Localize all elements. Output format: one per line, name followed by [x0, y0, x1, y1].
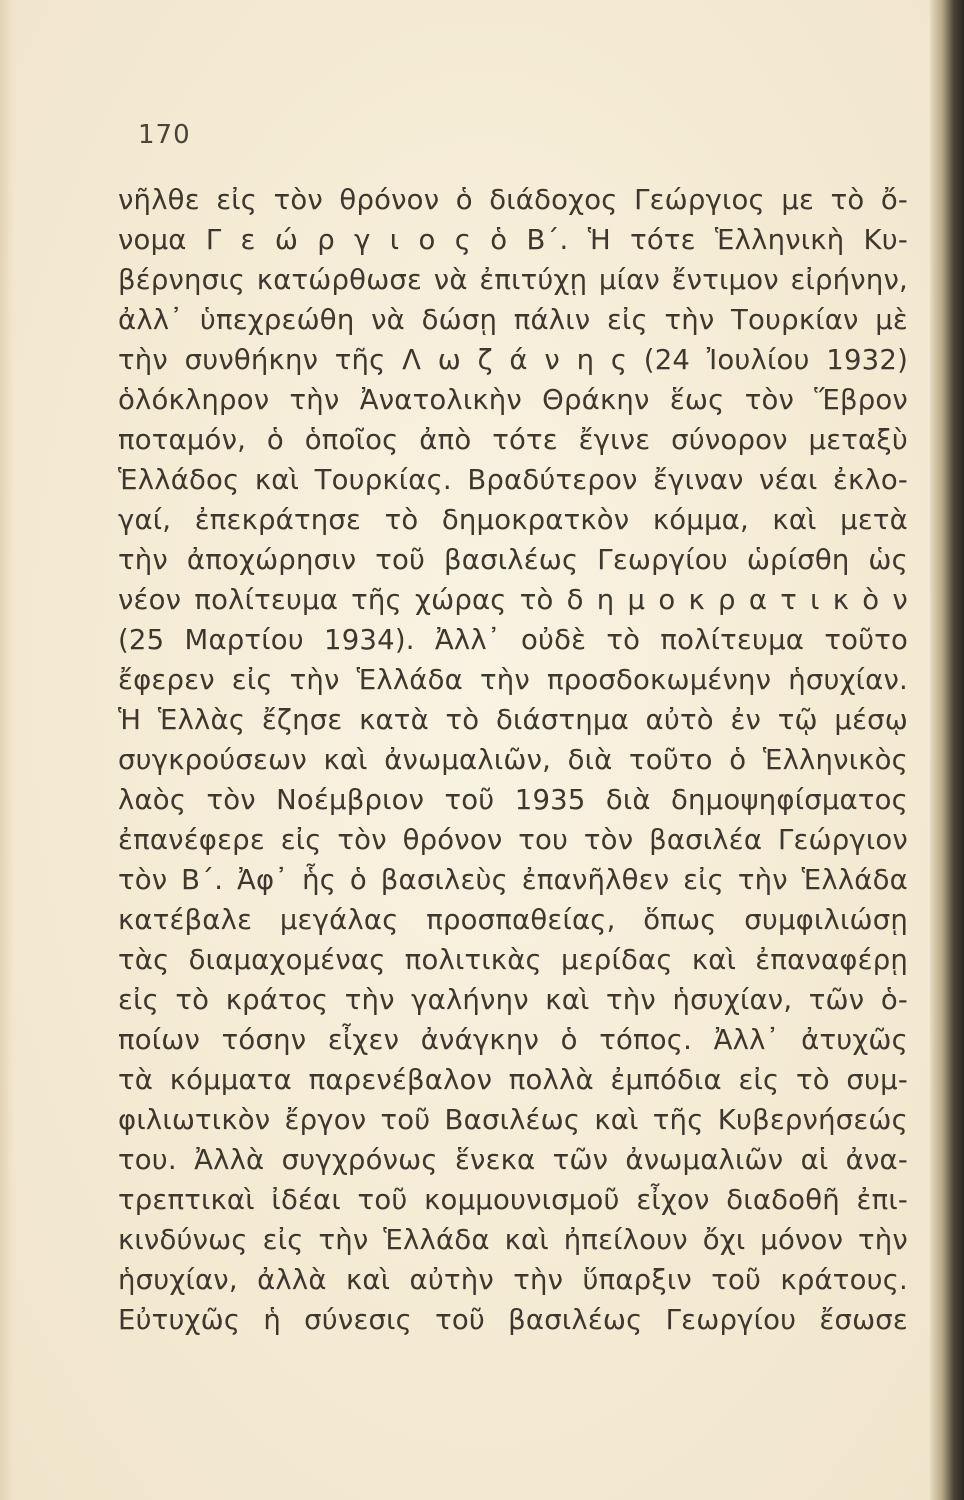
text-line: ἡσυχίαν, ἀλλὰ καὶ αὐτὴν τὴν ὕπαρξιν τοῦ κράτους. — [118, 1264, 908, 1296]
text-line: ποίων τόσην εἶχεν ἀνάγκην ὁ τόπος. Ἀλλ᾿ ἀτυχῶς — [118, 1024, 908, 1056]
text-line: τὸν Β΄. Ἀφ᾿ ἧς ὁ βασιλεὺς ἐπανῆλθεν εἰς τὴν Ἑλλάδα — [118, 864, 908, 896]
text-line: νῆλθε εἰς τὸν θρόνον ὁ διάδοχος Γεώργιος με τὸ ὄ- — [118, 184, 908, 216]
text-line: Εὐτυχῶς ἡ σύνεσις τοῦ βασιλέως Γεωργίου ἔσωσε — [118, 1304, 908, 1336]
page-left-edge — [0, 0, 14, 1500]
text-line: νέον πολίτευμα τῆς χώρας τὸ δ η μ ο κ ρ α τ ι κ ὸ ν — [118, 584, 908, 616]
text-line: τὴν ἀποχώρησιν τοῦ βασιλέως Γεωργίου ὡρίσθη ὡς — [118, 544, 908, 576]
text-line: τὴν συνθήκην τῆς Λ ω ζ ά ν η ς (24 Ἰουλίου 1932) — [118, 344, 908, 376]
text-line: φιλιωτικὸν ἔργον τοῦ Βασιλέως καὶ τῆς Κυβερνήσεώς — [118, 1104, 908, 1136]
text-line: βέρνησις κατώρθωσε νὰ ἐπιτύχῃ μίαν ἔντιμον εἰρήνην, — [118, 264, 908, 296]
text-line: ἔφερεν εἰς τὴν Ἑλλάδα τὴν προσδοκωμένην ἡσυχίαν. — [118, 664, 908, 696]
text-line: τρεπτικαὶ ἰδέαι τοῦ κομμουνισμοῦ εἶχον διαδοθῆ ἐπι- — [118, 1184, 908, 1216]
book-binding-edge — [930, 0, 964, 1500]
text-line: του. Ἀλλὰ συγχρόνως ἕνεκα τῶν ἀνωμαλιῶν αἱ ἀνα- — [118, 1144, 908, 1176]
text-line: τὰς διαμαχομένας πολιτικὰς μερίδας καὶ ἐπαναφέρῃ — [118, 944, 908, 976]
text-line: κινδύνως εἰς τὴν Ἑλλάδα καὶ ἠπείλουν ὄχι μόνον τὴν — [118, 1224, 908, 1256]
text-line: ὁλόκληρον τὴν Ἀνατολικὴν Θράκην ἕως τὸν Ἕβρον — [118, 384, 908, 416]
text-line: γαί, ἐπεκράτησε τὸ δημοκρατκὸν κόμμα, καὶ μετὰ — [118, 504, 908, 536]
text-line: (25 Μαρτίου 1934). Ἀλλ᾿ οὐδὲ τὸ πολίτευμα τοῦτο — [118, 624, 908, 656]
text-line: Ἡ Ἑλλὰς ἔζησε κατὰ τὸ διάστημα αὐτὸ ἐν τῷ μέσῳ — [118, 704, 908, 736]
text-line: εἰς τὸ κράτος τὴν γαλήνην καὶ τὴν ἡσυχίαν, τῶν ὁ- — [118, 984, 908, 1016]
text-line: νομα Γ ε ώ ρ γ ι ο ς ὁ Β΄. Ἡ τότε Ἑλληνικὴ Κυ- — [118, 224, 908, 256]
text-line: λαὸς τὸν Νοέμβριον τοῦ 1935 διὰ δημοψηφίσματος — [118, 784, 908, 816]
text-line: ἀλλ᾿ ὑπεχρεώθη νὰ δώσῃ πάλιν εἰς τὴν Τουρκίαν μὲ — [118, 304, 908, 336]
text-line: τὰ κόμματα παρενέβαλον πολλὰ ἐμπόδια εἰς τὸ συμ- — [118, 1064, 908, 1096]
text-line: συγκρούσεων καὶ ἀνωμαλιῶν, διὰ τοῦτο ὁ Ἑλληνικὸς — [118, 744, 908, 776]
page-number: 170 — [138, 120, 191, 150]
text-line: κατέβαλε μεγάλας προσπαθείας, ὅπως συμφιλιώσῃ — [118, 904, 908, 936]
text-line: Ἑλλάδος καὶ Τουρκίας. Βραδύτερον ἔγιναν νέαι ἐκλο- — [118, 464, 908, 496]
body-text — [118, 180, 908, 1340]
text-line: ἐπανέφερε εἰς τὸν θρόνον του τὸν βασιλέα Γεώργιον — [118, 824, 908, 856]
text-line: ποταμόν, ὁ ὁποῖος ἀπὸ τότε ἔγινε σύνορον μεταξὺ — [118, 424, 908, 456]
